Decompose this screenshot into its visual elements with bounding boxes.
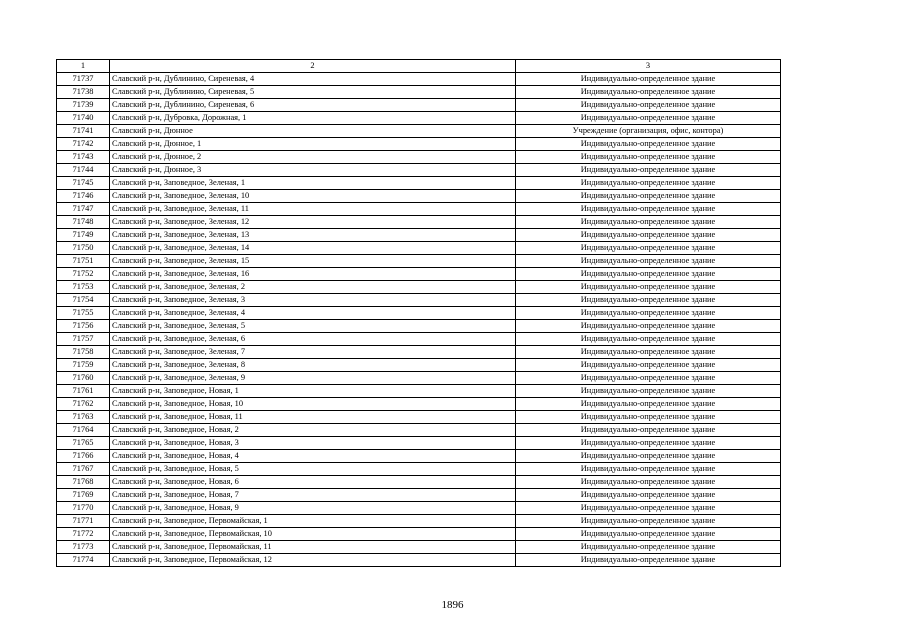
row-address-cell: Славский р-н, Заповедное, Зеленая, 11 [110, 203, 516, 216]
table-row [57, 99, 781, 112]
row-type-cell: Учреждение (организация, офис, контора) [516, 125, 781, 138]
table-row [57, 307, 781, 320]
row-address-cell: Славский р-н, Заповедное, Зеленая, 8 [110, 359, 516, 372]
table-row [57, 398, 781, 411]
table-row [57, 411, 781, 424]
row-type-cell: Индивидуально-определенное здание [516, 203, 781, 216]
row-type-cell: Индивидуально-определенное здание [516, 229, 781, 242]
row-type-cell: Индивидуально-определенное здание [516, 372, 781, 385]
row-id-cell: 71770 [57, 502, 110, 515]
row-address-cell: Славский р-н, Дюнное, 1 [110, 138, 516, 151]
table-row [57, 151, 781, 164]
row-id-cell: 71761 [57, 385, 110, 398]
row-id-cell: 71756 [57, 320, 110, 333]
row-address-cell: Славский р-н, Дублинино, Сиреневая, 6 [110, 99, 516, 112]
row-type-cell: Индивидуально-определенное здание [516, 190, 781, 203]
row-address-cell: Славский р-н, Заповедное, Первомайская, 11 [110, 541, 516, 554]
row-address-cell: Славский р-н, Заповедное, Новая, 4 [110, 450, 516, 463]
row-id-cell: 71769 [57, 489, 110, 502]
row-address-cell: Славский р-н, Заповедное, Зеленая, 15 [110, 255, 516, 268]
row-address-cell: Славский р-н, Заповедное, Первомайская, 10 [110, 528, 516, 541]
row-address-cell: Славский р-н, Заповедное, Первомайская, 12 [110, 554, 516, 567]
row-id-cell: 71758 [57, 346, 110, 359]
row-id-cell: 71747 [57, 203, 110, 216]
row-address-cell: Славский р-н, Заповедное, Зеленая, 13 [110, 229, 516, 242]
row-type-cell: Индивидуально-определенное здание [516, 437, 781, 450]
row-type-cell: Индивидуально-определенное здание [516, 294, 781, 307]
table-row [57, 528, 781, 541]
row-address-cell: Славский р-н, Заповедное, Зеленая, 10 [110, 190, 516, 203]
row-id-cell: 71743 [57, 151, 110, 164]
row-type-cell: Индивидуально-определенное здание [516, 307, 781, 320]
row-type-cell: Индивидуально-определенное здание [516, 541, 781, 554]
table-row [57, 515, 781, 528]
table-row [57, 281, 781, 294]
row-id-cell: 71751 [57, 255, 110, 268]
table-row [57, 463, 781, 476]
header-row [57, 60, 781, 73]
row-id-cell: 71741 [57, 125, 110, 138]
row-type-cell: Индивидуально-определенное здание [516, 73, 781, 86]
row-id-cell: 71745 [57, 177, 110, 190]
row-address-cell: Славский р-н, Заповедное, Зеленая, 9 [110, 372, 516, 385]
table-row [57, 437, 781, 450]
table-row [57, 73, 781, 86]
row-id-cell: 71767 [57, 463, 110, 476]
row-type-cell: Индивидуально-определенное здание [516, 138, 781, 151]
row-type-cell: Индивидуально-определенное здание [516, 281, 781, 294]
row-address-cell: Славский р-н, Заповедное, Зеленая, 12 [110, 216, 516, 229]
row-type-cell: Индивидуально-определенное здание [516, 411, 781, 424]
table-body [57, 73, 781, 567]
row-address-cell: Славский р-н, Заповедное, Новая, 10 [110, 398, 516, 411]
row-address-cell: Славский р-н, Заповедное, Зеленая, 4 [110, 307, 516, 320]
row-address-cell: Славский р-н, Заповедное, Новая, 3 [110, 437, 516, 450]
row-type-cell: Индивидуально-определенное здание [516, 164, 781, 177]
row-type-cell: Индивидуально-определенное здание [516, 99, 781, 112]
row-address-cell: Славский р-н, Дубровка, Дорожная, 1 [110, 112, 516, 125]
row-id-cell: 71762 [57, 398, 110, 411]
row-id-cell: 71754 [57, 294, 110, 307]
table-row [57, 125, 781, 138]
row-id-cell: 71757 [57, 333, 110, 346]
row-id-cell: 71752 [57, 268, 110, 281]
row-id-cell: 71765 [57, 437, 110, 450]
page-number: 1896 [441, 599, 464, 611]
row-type-cell: Индивидуально-определенное здание [516, 489, 781, 502]
row-address-cell: Славский р-н, Заповедное, Новая, 2 [110, 424, 516, 437]
table-row [57, 268, 781, 281]
column-header-1: 1 [57, 60, 110, 73]
row-id-cell: 71750 [57, 242, 110, 255]
row-id-cell: 71755 [57, 307, 110, 320]
table-row [57, 554, 781, 567]
row-address-cell: Славский р-н, Заповедное, Зеленая, 7 [110, 346, 516, 359]
row-type-cell: Индивидуально-определенное здание [516, 320, 781, 333]
table-row [57, 476, 781, 489]
row-address-cell: Славский р-н, Заповедное, Зеленая, 1 [110, 177, 516, 190]
table-header [57, 60, 781, 73]
table-row [57, 112, 781, 125]
row-type-cell: Индивидуально-определенное здание [516, 346, 781, 359]
row-address-cell: Славский р-н, Заповедное, Зеленая, 16 [110, 268, 516, 281]
table-row [57, 86, 781, 99]
row-id-cell: 71773 [57, 541, 110, 554]
row-address-cell: Славский р-н, Заповедное, Новая, 5 [110, 463, 516, 476]
table-row [57, 164, 781, 177]
row-type-cell: Индивидуально-определенное здание [516, 554, 781, 567]
row-id-cell: 71759 [57, 359, 110, 372]
row-address-cell: Славский р-н, Заповедное, Новая, 11 [110, 411, 516, 424]
row-address-cell: Славский р-н, Заповедное, Зеленая, 2 [110, 281, 516, 294]
row-id-cell: 71742 [57, 138, 110, 151]
table-row [57, 255, 781, 268]
row-type-cell: Индивидуально-определенное здание [516, 216, 781, 229]
table-row [57, 346, 781, 359]
table-row [57, 450, 781, 463]
table-row [57, 229, 781, 242]
registry-table [56, 59, 781, 567]
row-id-cell: 71753 [57, 281, 110, 294]
table-row [57, 359, 781, 372]
row-id-cell: 71738 [57, 86, 110, 99]
table-row [57, 177, 781, 190]
row-address-cell: Славский р-н, Заповедное, Первомайская, 1 [110, 515, 516, 528]
row-type-cell: Индивидуально-определенное здание [516, 398, 781, 411]
row-id-cell: 71744 [57, 164, 110, 177]
table-row [57, 294, 781, 307]
row-id-cell: 71766 [57, 450, 110, 463]
row-id-cell: 71748 [57, 216, 110, 229]
table-row [57, 372, 781, 385]
row-address-cell: Славский р-н, Дюнное, 3 [110, 164, 516, 177]
row-address-cell: Славский р-н, Заповедное, Зеленая, 14 [110, 242, 516, 255]
row-address-cell: Славский р-н, Заповедное, Новая, 7 [110, 489, 516, 502]
row-id-cell: 71737 [57, 73, 110, 86]
row-type-cell: Индивидуально-определенное здание [516, 112, 781, 125]
row-id-cell: 71760 [57, 372, 110, 385]
table-row [57, 216, 781, 229]
row-id-cell: 71772 [57, 528, 110, 541]
row-id-cell: 71749 [57, 229, 110, 242]
row-id-cell: 71764 [57, 424, 110, 437]
row-address-cell: Славский р-н, Заповедное, Зеленая, 3 [110, 294, 516, 307]
row-type-cell: Индивидуально-определенное здание [516, 463, 781, 476]
row-type-cell: Индивидуально-определенное здание [516, 450, 781, 463]
row-id-cell: 71740 [57, 112, 110, 125]
row-id-cell: 71739 [57, 99, 110, 112]
row-address-cell: Славский р-н, Заповедное, Новая, 9 [110, 502, 516, 515]
table-row [57, 203, 781, 216]
table-row [57, 489, 781, 502]
row-id-cell: 71763 [57, 411, 110, 424]
row-address-cell: Славский р-н, Дублинино, Сиреневая, 5 [110, 86, 516, 99]
table-row [57, 541, 781, 554]
row-type-cell: Индивидуально-определенное здание [516, 385, 781, 398]
column-header-3: 3 [516, 60, 781, 73]
row-id-cell: 71768 [57, 476, 110, 489]
table-row [57, 333, 781, 346]
row-type-cell: Индивидуально-определенное здание [516, 151, 781, 164]
row-type-cell: Индивидуально-определенное здание [516, 359, 781, 372]
row-type-cell: Индивидуально-определенное здание [516, 515, 781, 528]
row-type-cell: Индивидуально-определенное здание [516, 333, 781, 346]
row-type-cell: Индивидуально-определенное здание [516, 528, 781, 541]
table-row [57, 320, 781, 333]
table-row [57, 424, 781, 437]
row-type-cell: Индивидуально-определенное здание [516, 476, 781, 489]
table-row [57, 242, 781, 255]
row-address-cell: Славский р-н, Дублинино, Сиреневая, 4 [110, 73, 516, 86]
row-address-cell: Славский р-н, Заповедное, Новая, 1 [110, 385, 516, 398]
table-row [57, 502, 781, 515]
row-type-cell: Индивидуально-определенное здание [516, 268, 781, 281]
row-type-cell: Индивидуально-определенное здание [516, 177, 781, 190]
row-type-cell: Индивидуально-определенное здание [516, 86, 781, 99]
row-address-cell: Славский р-н, Дюнное [110, 125, 516, 138]
table-row [57, 385, 781, 398]
row-address-cell: Славский р-н, Заповедное, Зеленая, 5 [110, 320, 516, 333]
row-address-cell: Славский р-н, Заповедное, Новая, 6 [110, 476, 516, 489]
table-row [57, 190, 781, 203]
row-id-cell: 71774 [57, 554, 110, 567]
table-row [57, 138, 781, 151]
row-id-cell: 71746 [57, 190, 110, 203]
row-address-cell: Славский р-н, Заповедное, Зеленая, 6 [110, 333, 516, 346]
row-type-cell: Индивидуально-определенное здание [516, 255, 781, 268]
row-id-cell: 71771 [57, 515, 110, 528]
column-header-2: 2 [110, 60, 516, 73]
row-type-cell: Индивидуально-определенное здание [516, 424, 781, 437]
row-type-cell: Индивидуально-определенное здание [516, 242, 781, 255]
row-address-cell: Славский р-н, Дюнное, 2 [110, 151, 516, 164]
row-type-cell: Индивидуально-определенное здание [516, 502, 781, 515]
